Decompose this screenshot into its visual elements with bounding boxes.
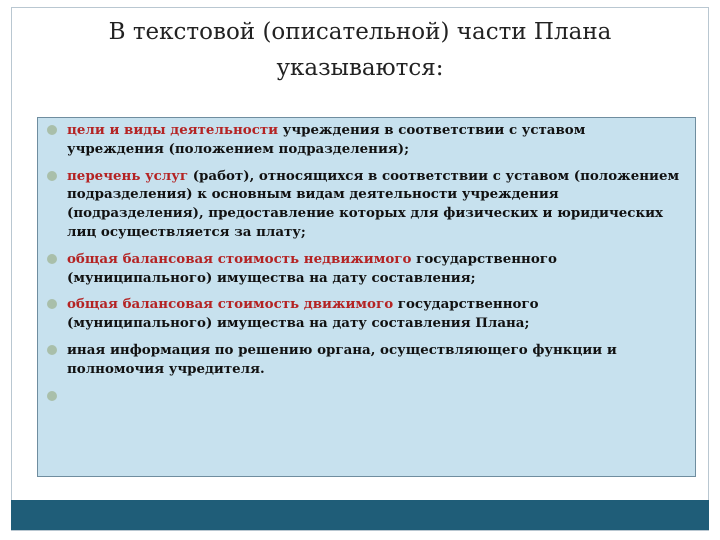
title-line-2: указываются: xyxy=(276,55,444,81)
item-text: (работ), относящихся в соответствии с уставом (положением подразделения) к основным видам деятельности учреждения (подразделения), предоставление которых для физических и юридических лиц осуществляется за плату; xyxy=(67,167,680,240)
bullet-dot-icon xyxy=(47,171,57,181)
bullet-dot-icon xyxy=(47,299,57,309)
list-item xyxy=(38,387,695,406)
item-highlight: перечень услуг xyxy=(67,167,189,184)
list-item xyxy=(38,295,695,333)
list-item xyxy=(38,167,695,242)
bullet-list xyxy=(38,121,695,413)
title-line-1: В текстовой (описательной) части Плана xyxy=(108,19,612,45)
bullet-dot-icon xyxy=(47,345,57,355)
content-box xyxy=(37,117,696,477)
list-item xyxy=(38,121,695,159)
bullet-dot-icon xyxy=(47,254,57,264)
slide-title xyxy=(40,14,680,86)
bottom-bar xyxy=(11,500,709,530)
item-text: иная информация по решению органа, осуществляющего функции и полномочия учредителя. xyxy=(67,341,617,377)
item-text: учреждения в соответствии с уставом учреждения (положением подразделения); xyxy=(67,122,586,157)
item-highlight: общая балансовая стоимость движимого xyxy=(67,296,394,313)
bullet-dot-icon xyxy=(47,391,57,401)
list-item xyxy=(38,250,695,288)
list-item xyxy=(38,341,695,379)
item-text: государственного (муниципального) имущества на дату составления Плана; xyxy=(67,296,539,332)
item-highlight: цели и виды деятельности xyxy=(67,122,279,138)
item-text: государственного (муниципального) имущества на дату составления; xyxy=(67,250,557,286)
item-highlight: общая балансовая стоимость недвижимого xyxy=(67,250,412,267)
bullet-dot-icon xyxy=(47,125,57,135)
